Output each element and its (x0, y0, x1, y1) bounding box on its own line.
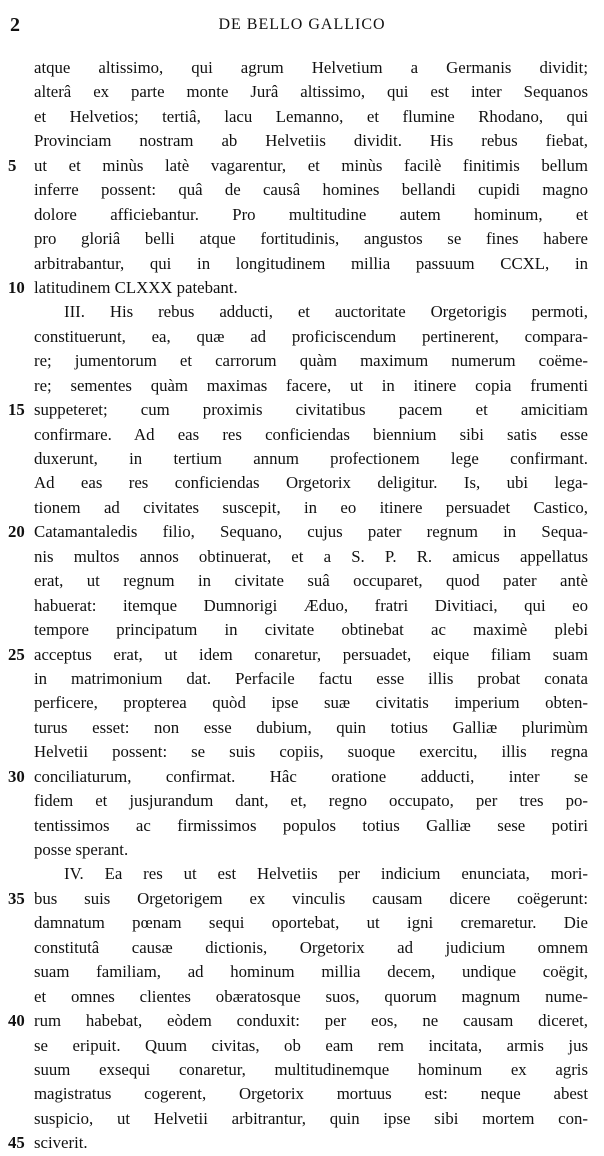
text-line (0, 667, 604, 691)
line-text: in matrimonium dat. Perfacile factu esse illis probat conata (34, 668, 588, 688)
line-text: Helvetii possent: se suis copiis, suoque exercitu, illis regna (34, 742, 588, 762)
text-line (0, 887, 604, 911)
line-text: bus suis Orgetorigem ex vinculis causam dicere coëgerunt: (34, 888, 588, 908)
text-line (0, 520, 604, 544)
line-text: suppeteret; cum proximis civitatibus pacem et amicitiam (34, 400, 588, 420)
line-text: magistratus cogerent, Orgetorix mortuus est: neque abest (34, 1084, 588, 1104)
text-line (0, 252, 604, 276)
text-line (0, 105, 604, 129)
text-line (0, 740, 604, 764)
line-text: tionem ad civitates suscepit, in eo itinere persuadet Castico, (34, 497, 588, 517)
line-text: et omnes clientes obæratosque suos, quorum magnum nume- (34, 986, 588, 1006)
text-line (0, 349, 604, 373)
line-text: alterâ ex parte monte Jurâ altissimo, qui est inter Sequanos (34, 82, 588, 102)
text-line (0, 325, 604, 349)
line-number: 10 (8, 277, 25, 297)
text-line (0, 716, 604, 740)
line-number: 30 (8, 766, 25, 786)
text-line (0, 1082, 604, 1106)
text-line (0, 227, 604, 251)
line-text: Provinciam nostram ab Helvetiis dividit. His rebus fiebat, (34, 131, 588, 151)
text-line (0, 569, 604, 593)
line-text: re; sementes quàm maximas facere, ut in itinere copia frumenti (34, 375, 588, 395)
text-line (0, 985, 604, 1009)
line-text: Ad eas res conficiendas Orgetorix deligitur. Is, ubi lega- (34, 473, 588, 493)
line-text: se eripuit. Quum civitas, ob eam rem incitata, armis jus (34, 1035, 588, 1055)
line-text: rum habebat, eòdem conduxit: per eos, ne causam diceret, (34, 1011, 588, 1031)
line-text: perficere, propterea quòd ipse suæ civitatis imperium obten- (34, 693, 588, 713)
text-line (0, 960, 604, 984)
line-number: 40 (8, 1011, 25, 1031)
line-text: constitutâ causæ dictionis, Orgetorix ad judicium omnem (34, 937, 588, 957)
line-text: suum exsequi conaretur, multitudinemque hominum ex agris (34, 1059, 588, 1079)
line-text: constituerunt, ea, quæ ad proficiscendum pertinerent, compara- (34, 326, 588, 346)
text-line (0, 936, 604, 960)
text-line (0, 496, 604, 520)
text-line (0, 765, 604, 789)
body-text (0, 56, 604, 1156)
text-line (0, 643, 604, 667)
text-line (0, 447, 604, 471)
text-line (0, 1107, 604, 1131)
text-line (0, 300, 604, 324)
line-text: latitudinem CLXXX patebant. (34, 277, 238, 297)
text-line (0, 129, 604, 153)
line-text: Catamantaledis filio, Sequano, cujus pater regnum in Sequa- (34, 522, 588, 542)
line-number: 35 (8, 888, 25, 908)
line-number: 20 (8, 522, 25, 542)
line-text: ut et minùs latè vagarentur, et minùs facilè finitimis bellum (34, 155, 588, 175)
line-number: 25 (8, 644, 25, 664)
line-text: atque altissimo, qui agrum Helvetium a Germanis dividit; (34, 58, 588, 77)
text-line (0, 398, 604, 422)
text-line (0, 1131, 604, 1155)
text-line (0, 911, 604, 935)
line-text: tempore principatum in civitate obtinebat ac maximè plebi (34, 620, 588, 640)
line-text: suspicio, ut Helvetii arbitrantur, quin ipse sibi mortem con- (34, 1108, 588, 1128)
line-text: turus esset: non esse dubium, quin totius Galliæ plurimùm (34, 717, 588, 737)
text-line (0, 276, 604, 300)
text-line (0, 1009, 604, 1033)
text-line (0, 178, 604, 202)
text-line (0, 80, 604, 104)
line-text: habuerat: itemque Dumnorigi Æduo, fratri Divitiaci, qui eo (34, 595, 588, 615)
page-number: 2 (10, 14, 20, 36)
line-text: conciliaturum, confirmat. Hâc oratione adducti, inter se (34, 766, 588, 786)
text-line (0, 862, 604, 886)
line-text: inferre possent: quâ de causâ homines bellandi cupidi magno (34, 180, 588, 200)
line-number: 15 (8, 400, 25, 420)
text-line (0, 1034, 604, 1058)
line-number: 5 (8, 155, 17, 175)
line-text: III. His rebus adducti, et auctoritate Orgetorigis permoti, (64, 302, 588, 322)
line-text: nis multos annos obtinuerat, et a S. P. R. amicus appellatus (34, 546, 588, 566)
text-line (0, 374, 604, 398)
text-line (0, 594, 604, 618)
line-text: sciverit. (34, 1133, 88, 1153)
text-line (0, 789, 604, 813)
line-text: suam familiam, ad hominum millia decem, undique coëgit, (34, 962, 588, 982)
line-text: re; jumentorum et carrorum quàm maximum numerum coëme- (34, 351, 588, 371)
line-text: et Helvetios; tertiâ, lacu Lemanno, et flumine Rhodano, qui (34, 106, 588, 126)
text-line (0, 545, 604, 569)
text-line (0, 618, 604, 642)
text-line (0, 203, 604, 227)
text-line (0, 838, 604, 862)
line-text: duxerunt, in tertium annum profectionem lege confirmant. (34, 449, 588, 468)
line-text: tentissimos ac firmissimos populos totius Galliæ sese potiri (34, 815, 588, 835)
text-line (0, 56, 604, 80)
line-text: arbitrabantur, qui in longitudinem millia passuum CCXL, in (34, 253, 588, 273)
line-text: confirmare. Ad eas res conficiendas biennium sibi satis esse (34, 424, 588, 444)
line-text: fidem et jusjurandum dant, et, regno occupato, per tres po- (34, 791, 588, 811)
text-line (0, 814, 604, 838)
line-text: acceptus erat, ut idem conaretur, persuadet, eique filiam suam (34, 644, 588, 664)
text-line (0, 691, 604, 715)
line-text: damnatum pœnam sequi oportebat, ut igni cremaretur. Die (34, 913, 588, 933)
running-head: DE BELLO GALLICO (218, 16, 386, 33)
text-line (0, 471, 604, 495)
line-text: dolore afficiebantur. Pro multitudine autem hominum, et (34, 204, 588, 224)
text-line (0, 1058, 604, 1082)
line-number: 45 (8, 1133, 25, 1153)
line-text: erat, ut regnum in civitate suâ occuparet, quod pater antè (34, 571, 588, 591)
line-text: IV. Ea res ut est Helvetiis per indicium enunciata, mori- (64, 864, 588, 884)
text-line (0, 423, 604, 447)
text-line (0, 154, 604, 178)
line-text: pro gloriâ belli atque fortitudinis, angustos se fines habere (34, 229, 588, 249)
line-text: posse sperant. (34, 840, 129, 859)
